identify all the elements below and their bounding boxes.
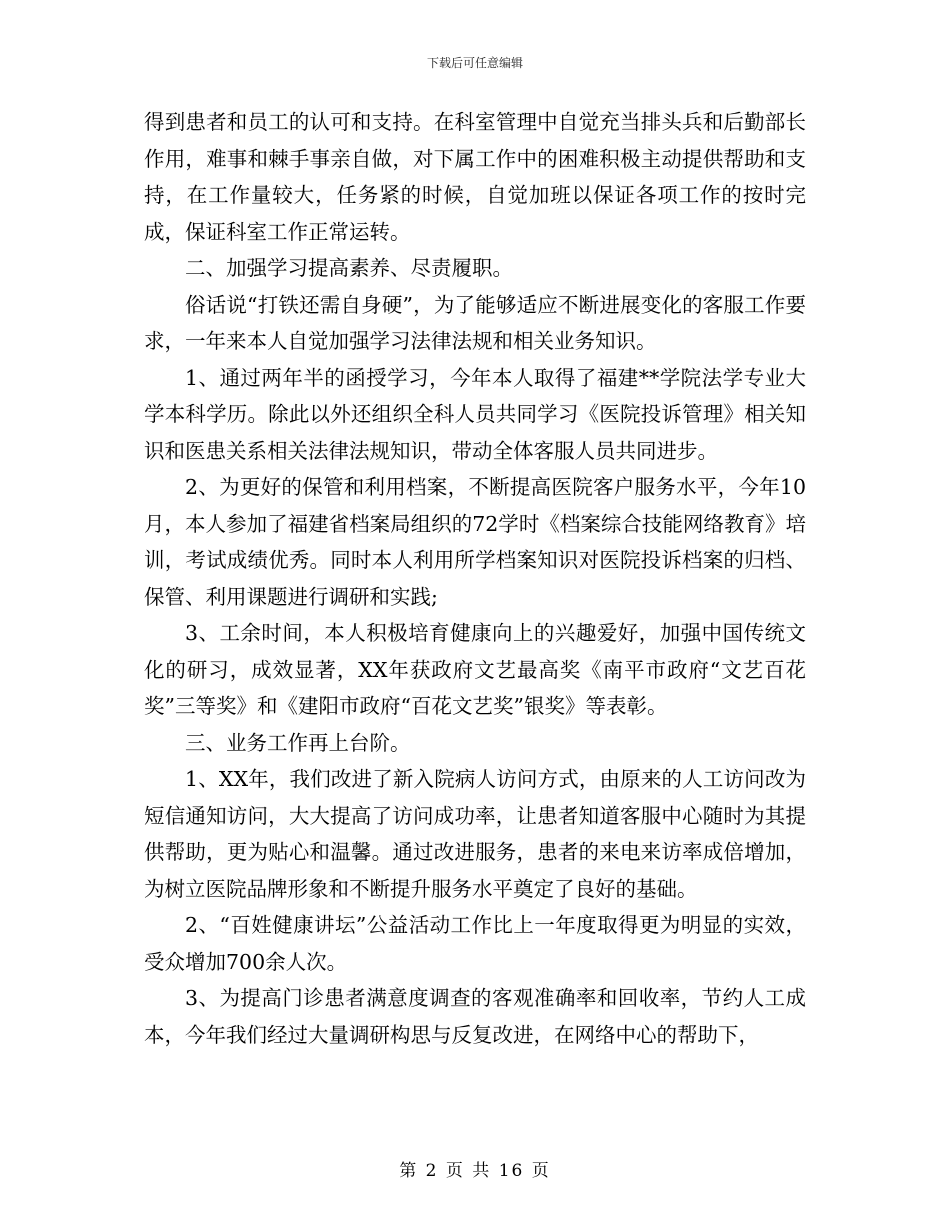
page-header-note: 下载后可任意编辑 [426,56,523,70]
paragraph-8: 1、XX年，我们改进了新入院病人访问方式，由原来的人工访问改为短信通知访问，大大提高了访问成功率，让患者知道客服中心随时为其提供帮助，更为贴心和温馨。通过改进服务，患者的来电来访率成倍增加，为树立医院品牌形象和不断提升服务水平奠定了良好的基础。 [144,767,806,901]
paragraph-10: 3、为提高门诊患者满意度调查的客观准确率和回收率，节约人工成本，今年我们经过大量调研构思与反复改进，在网络中心的帮助下， [144,986,806,1047]
paragraph-4: 1、通过两年半的函授学习，今年本人取得了福建**学院法学专业大学本科学历。除此以外还组织全科人员共同学习《医院投诉管理》相关知识和医患关系相关法律法规知识，带动全体客服人员共同进步。 [144,365,806,463]
section-heading-7: 三、业务工作再上台阶。 [185,730,411,755]
paragraph-1: 得到患者和员工的认可和支持。在科室管理中自觉充当排头兵和后勤部长作用，难事和棘手事亲自做，对下属工作中的困难积极主动提供帮助和支持，在工作量较大，任务紧的时候，自觉加班以保证各项工作的按时完成，保证科室工作正常运转。 [144,110,806,244]
page-number: 第 2 页 共 16 页 [399,1161,551,1181]
paragraph-5: 2、为更好的保管和利用档案，不断提高医院客户服务水平，今年10月，本人参加了福建省档案局组织的72学时《档案综合技能网络教育》培训，考试成绩优秀。同时本人利用所学档案知识对医院投诉档案的归档、保管、利用课题进行调研和实践; [144,475,806,609]
document-body [144,104,806,1053]
section-heading-2: 二、加强学习提高素养、尽责履职。 [185,256,513,280]
paragraph-9: 2、“百姓健康讲坛”公益活动工作比上一年度取得更为明显的实效，受众增加700余人次。 [144,913,806,974]
paragraph-3: 俗话说“打铁还需自身硬”，为了能够适应不断进展变化的客服工作要求，一年来本人自觉加强学习法律法规和相关业务知识。 [144,292,806,353]
paragraph-6: 3、工余时间，本人积极培育健康向上的兴趣爱好，加强中国传统文化的研习，成效显著，XX年获政府文艺最高奖《南平市政府“文艺百花奖”三等奖》和《建阳市政府“百花文艺奖”银奖》等表彰。 [144,621,806,718]
